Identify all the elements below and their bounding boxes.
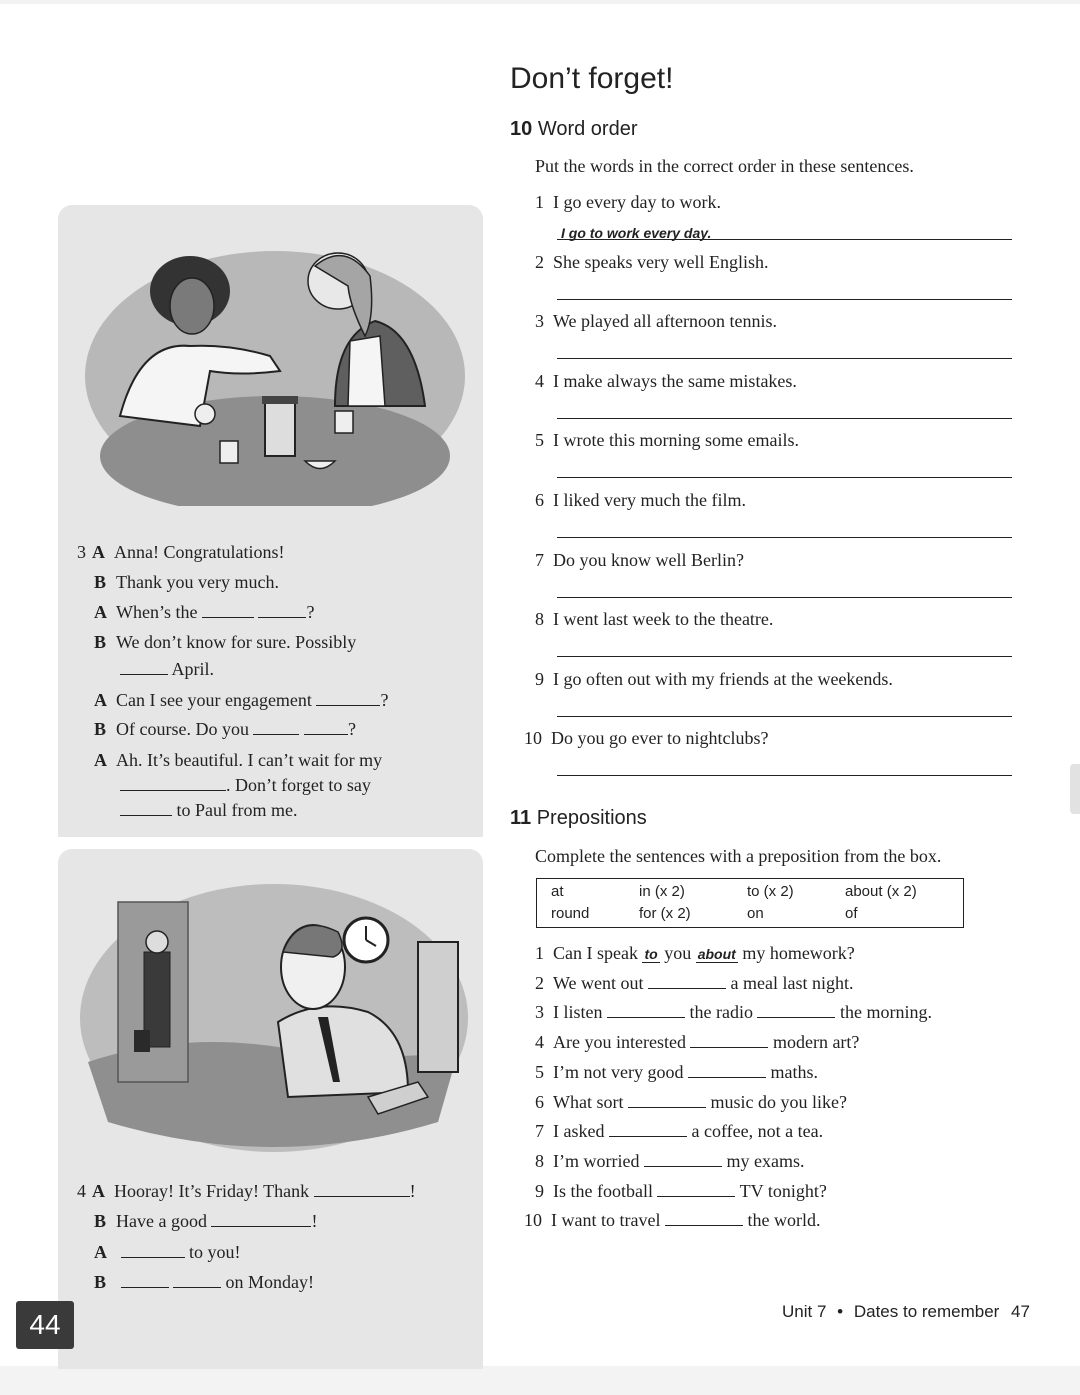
preposition-item [535, 1062, 818, 1083]
item-number: 3 [535, 1002, 544, 1022]
preposition-item [535, 1181, 827, 1202]
dialogue-3-line-7 [94, 750, 382, 771]
word-order-item [535, 490, 746, 511]
speaker-label: A [92, 542, 105, 562]
preposition-item [535, 1121, 823, 1142]
answer-line[interactable] [557, 775, 1012, 776]
answer-blank[interactable] [258, 603, 306, 618]
item-sentence: I liked very much the film. [553, 490, 746, 510]
answer-line[interactable] [557, 716, 1012, 717]
item-number: 8 [535, 609, 544, 629]
item-text: What sort [553, 1092, 624, 1112]
answer-blank[interactable] [314, 1182, 410, 1197]
item-text: I’m worried [553, 1151, 640, 1171]
answer-line[interactable] [557, 477, 1012, 478]
answer-blank[interactable] [120, 776, 226, 791]
speaker-label: A [94, 690, 107, 710]
answer-blank[interactable] [120, 660, 168, 675]
illustration-women-cafe [80, 246, 470, 506]
word-order-item [535, 311, 777, 332]
dialogue-text: ? [306, 602, 315, 622]
speaker-label: B [94, 1272, 107, 1292]
item-number: 4 [535, 371, 544, 391]
dialogue-text: Hooray! It’s Friday! Thank [114, 1181, 310, 1201]
dialogue-text: Thank you very much. [116, 572, 279, 592]
preposition-item [524, 1210, 820, 1231]
item-number: 9 [535, 669, 544, 689]
answer-blank[interactable] [665, 1211, 743, 1226]
dialogue-text: on Monday! [225, 1272, 314, 1292]
dialogue-text: April. [171, 659, 215, 679]
exercise-title: Prepositions [536, 807, 647, 829]
dialogue-3-line-4 [94, 632, 356, 653]
dialogue-4-line-4 [94, 1272, 314, 1293]
dialogue-3-line-3 [94, 602, 314, 623]
speaker-label: A [94, 750, 107, 770]
item-sentence: I go often out with my friends at the weekends. [553, 669, 893, 689]
item-number: 2 [535, 252, 544, 272]
exercise-10-instruction: Put the words in the correct order in these sentences. [535, 156, 914, 176]
page-number-right: 47 [1011, 1302, 1030, 1321]
word-order-item [535, 669, 893, 690]
preposition-item [535, 1032, 859, 1053]
dialogue-3-line-1 [72, 542, 284, 563]
answer-line[interactable] [557, 418, 1012, 419]
answer-blank[interactable] [657, 1182, 735, 1197]
dialogue-text: to you! [189, 1242, 241, 1262]
answer-blank[interactable] [690, 1033, 768, 1048]
answer-blank[interactable] [644, 1152, 722, 1167]
dialogue-text: ? [347, 719, 356, 739]
item-number: 7 [535, 1121, 544, 1141]
dialogue-number: 4 [77, 1181, 86, 1201]
box-word: at [551, 883, 564, 900]
dialogue-text: We don’t know for sure. Possibly [116, 632, 357, 652]
item-number: 6 [535, 490, 544, 510]
item-text: my homework? [742, 943, 855, 963]
speaker-label: B [94, 572, 107, 592]
word-order-item [535, 609, 773, 630]
dialogue-text: Of course. Do you [116, 719, 249, 739]
box-word: for (x 2) [639, 905, 691, 922]
unit-label: Unit 7 [782, 1302, 827, 1321]
answer-blank[interactable] [607, 1003, 685, 1018]
item-text: Can I speak [553, 943, 638, 963]
dialogue-text: ? [380, 690, 389, 710]
item-number: 2 [535, 973, 544, 993]
speaker-label: B [94, 632, 107, 652]
dialogue-text: ! [409, 1181, 416, 1201]
item-text: the morning. [839, 1002, 932, 1022]
dialogue-text: Can I see your engagement [116, 690, 312, 710]
item-text: I want to travel [551, 1210, 661, 1230]
exercise-10-heading [510, 118, 637, 141]
item-text: We went out [553, 973, 644, 993]
workbook-page [0, 4, 1080, 1366]
answer-blank[interactable] [688, 1063, 766, 1078]
answer-blank[interactable] [202, 603, 254, 618]
dialogue-text: . Don’t forget to say [226, 775, 371, 795]
answer-line[interactable] [557, 299, 1012, 300]
answer-blank[interactable] [173, 1273, 221, 1288]
dialogue-4-line-3 [94, 1242, 241, 1263]
item-text: a coffee, not a tea. [691, 1121, 824, 1141]
item-number: 9 [535, 1181, 544, 1201]
box-word: in (x 2) [639, 883, 685, 900]
box-word: round [551, 905, 590, 922]
illustration-office [78, 882, 470, 1154]
item-text: maths. [770, 1062, 818, 1082]
answer-blank[interactable] [648, 974, 726, 989]
preposition-item [535, 1092, 847, 1113]
item-number: 7 [535, 550, 544, 570]
item-text: I listen [553, 1002, 603, 1022]
answer-blank[interactable] [757, 1003, 835, 1018]
item-sentence: I went last week to the theatre. [553, 609, 774, 629]
item-text: modern art? [772, 1032, 860, 1052]
answer-line[interactable] [557, 537, 1012, 538]
box-word: about (x 2) [845, 883, 917, 900]
item-sentence: I go every day to work. [553, 192, 721, 212]
word-order-item [524, 728, 768, 749]
answer-blank[interactable] [304, 720, 348, 735]
dialogue-3-line-4b [120, 659, 214, 680]
preposition-item [535, 1002, 932, 1023]
word-order-item [535, 550, 744, 571]
item-number: 5 [535, 430, 544, 450]
word-order-item [535, 252, 768, 273]
preposition-item [535, 1151, 804, 1172]
answer-line[interactable] [557, 225, 1012, 241]
section-label: Dates to remember [853, 1302, 1000, 1321]
item-sentence: Do you go ever to nightclubs? [551, 728, 769, 748]
speaker-label: B [94, 719, 107, 739]
answer-blank[interactable] [121, 1243, 185, 1258]
dialogue-text: When’s the [116, 602, 198, 622]
item-number: 8 [535, 1151, 544, 1171]
dialogue-text: Have a good [116, 1211, 207, 1231]
side-scroll-tab[interactable] [1070, 764, 1080, 814]
example-fill: to [644, 946, 658, 962]
item-number: 6 [535, 1092, 544, 1112]
box-word: to (x 2) [747, 883, 794, 900]
preposition-word-box [536, 878, 964, 928]
answer-blank[interactable] [120, 801, 172, 816]
exercise-title: Word order [537, 118, 638, 140]
speaker-label: A [94, 602, 107, 622]
item-text: a meal last night. [730, 973, 854, 993]
item-text: I asked [553, 1121, 605, 1141]
item-sentence: I wrote this morning some emails. [553, 430, 799, 450]
item-number: 5 [535, 1062, 544, 1082]
preposition-item [535, 973, 854, 994]
exercise-11-heading [510, 807, 647, 830]
item-text: the world. [747, 1210, 821, 1230]
speaker-label: B [94, 1211, 107, 1231]
dialogue-text: Ah. It’s beautiful. I can’t wait for my [116, 750, 383, 770]
dialogue-3-line-5 [94, 690, 388, 711]
speaker-label: A [94, 1242, 107, 1262]
item-number: 10 [524, 728, 542, 748]
exercise-number: 10 [510, 118, 533, 140]
item-sentence: She speaks very well English. [553, 252, 769, 272]
word-order-item [535, 430, 799, 451]
answer-blank[interactable] [121, 1273, 169, 1288]
preposition-item [535, 943, 855, 964]
word-order-item [535, 371, 797, 392]
item-number: 4 [535, 1032, 544, 1052]
answer-blank[interactable] [609, 1122, 687, 1137]
item-text: TV tonight? [739, 1181, 827, 1201]
dialogue-3-line-2 [94, 572, 279, 593]
dialogue-text: Anna! Congratulations! [114, 542, 285, 562]
item-text: Are you interested [553, 1032, 686, 1052]
item-text: I’m not very good [553, 1062, 684, 1082]
answer-line[interactable] [557, 597, 1012, 598]
dialogue-4-line-2 [94, 1211, 317, 1232]
dialogue-3-line-6 [94, 719, 356, 740]
item-text: Is the football [553, 1181, 653, 1201]
item-text: the radio [689, 1002, 753, 1022]
dialogue-text: ! [311, 1211, 318, 1231]
answer-blank[interactable] [628, 1093, 706, 1108]
dialogue-3-line-7c [120, 800, 297, 821]
item-sentence: We played all afternoon tennis. [553, 311, 777, 331]
item-number: 10 [524, 1210, 542, 1230]
answer-blank[interactable] [211, 1212, 311, 1227]
footer-unit [782, 1302, 999, 1322]
speaker-label: A [92, 1181, 105, 1201]
dialogue-number: 3 [77, 542, 86, 562]
example-fill: about [697, 946, 736, 962]
page-title: Don’t forget! [510, 62, 674, 95]
dialogue-4-line-1 [72, 1181, 416, 1202]
dialogue-3-line-7b [120, 775, 371, 796]
item-number: 1 [535, 943, 544, 963]
example-answer: I go to work every day. [561, 225, 712, 241]
answer-line[interactable] [557, 358, 1012, 359]
item-number: 1 [535, 192, 544, 212]
item-sentence: Do you know well Berlin? [553, 550, 744, 570]
dialogue-text: to Paul from me. [176, 800, 298, 820]
footer-bullet: • [837, 1302, 844, 1321]
page-number-badge: 44 [16, 1301, 74, 1349]
exercise-number: 11 [510, 807, 532, 829]
item-text: you [664, 943, 692, 963]
item-text: music do you like? [710, 1092, 847, 1112]
exercise-11-instruction: Complete the sentences with a preposition from the box. [535, 846, 942, 866]
answer-blank[interactable] [316, 691, 380, 706]
item-number: 3 [535, 311, 544, 331]
item-text: my exams. [726, 1151, 805, 1171]
box-word: on [747, 905, 764, 922]
item-sentence: I make always the same mistakes. [553, 371, 797, 391]
word-order-item [535, 192, 721, 213]
answer-blank[interactable] [253, 720, 299, 735]
answer-line[interactable] [557, 656, 1012, 657]
box-word: of [845, 905, 858, 922]
